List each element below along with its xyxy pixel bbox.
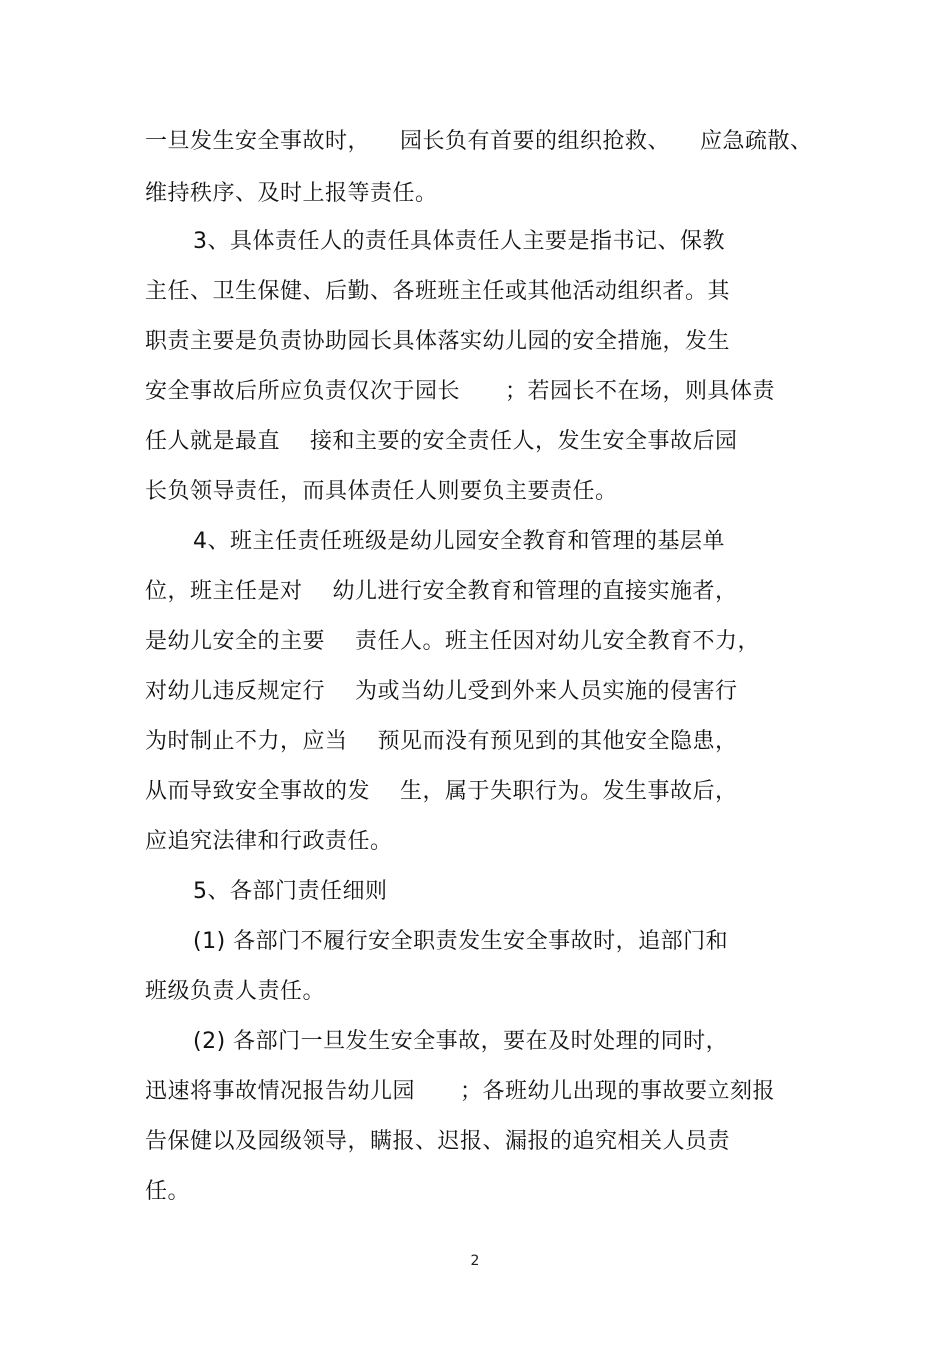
- text-line: 长负领导责任，而具体责任人则要负主要责任。: [145, 479, 618, 504]
- text-line: 主任、卫生保健、后勤、各班班主任或其他活动组织者。其: [145, 279, 731, 304]
- text-line: 为时制止不力，应当 预见而没有预见到的其他安全隐患，: [145, 729, 738, 754]
- text-line: 安全事故后所应负责仅次于园长 ；若园长不在场，则具体责: [145, 379, 775, 404]
- section-heading: 5、各部门责任细则: [193, 879, 388, 904]
- page-number: 2: [470, 1253, 480, 1269]
- text-line: 从而导致安全事故的发 生，属于失职行为。发生事故后，: [145, 779, 738, 804]
- text-line: 迅速将事故情况报告幼儿园 ；各班幼儿出现的事故要立刻报: [145, 1079, 775, 1104]
- text-line: 任。: [145, 1179, 191, 1204]
- text-line: 4、班主任责任班级是幼儿园安全教育和管理的基层单: [193, 529, 725, 554]
- text-line: 是幼儿安全的主要 责任人。班主任因对幼儿安全教育不力，: [145, 629, 760, 654]
- text-line: 对幼儿违反规定行 为或当幼儿受到外来人员实施的侵害行: [145, 679, 738, 704]
- text-line: 职责主要是负责协助园长具体落实幼儿园的安全措施，发生: [145, 329, 731, 354]
- text-line: 维持秩序、及时上报等责任。: [145, 181, 438, 206]
- text-line: 班级负责人责任。: [145, 979, 326, 1004]
- text-line: 告保健以及园级领导，瞒报、迟报、漏报的追究相关人员责: [145, 1129, 731, 1154]
- text-line: 3、具体责任人的责任具体责任人主要是指书记、保教: [193, 229, 725, 254]
- text-line: (1) 各部门不履行安全职责发生安全事故时，追部门和: [193, 929, 729, 954]
- text-line: 任人就是最直 接和主要的安全责任人，发生安全事故后园: [145, 429, 738, 454]
- text-line: 位，班主任是对 幼儿进行安全教育和管理的直接实施者，: [145, 579, 738, 604]
- text-line: 应追究法律和行政责任。: [145, 829, 393, 854]
- text-line: 一旦发生安全事故时， 园长负有首要的组织抢救、 应急疏散、: [145, 129, 813, 154]
- text-line: (2) 各部门一旦发生安全事故，要在及时处理的同时，: [193, 1029, 729, 1054]
